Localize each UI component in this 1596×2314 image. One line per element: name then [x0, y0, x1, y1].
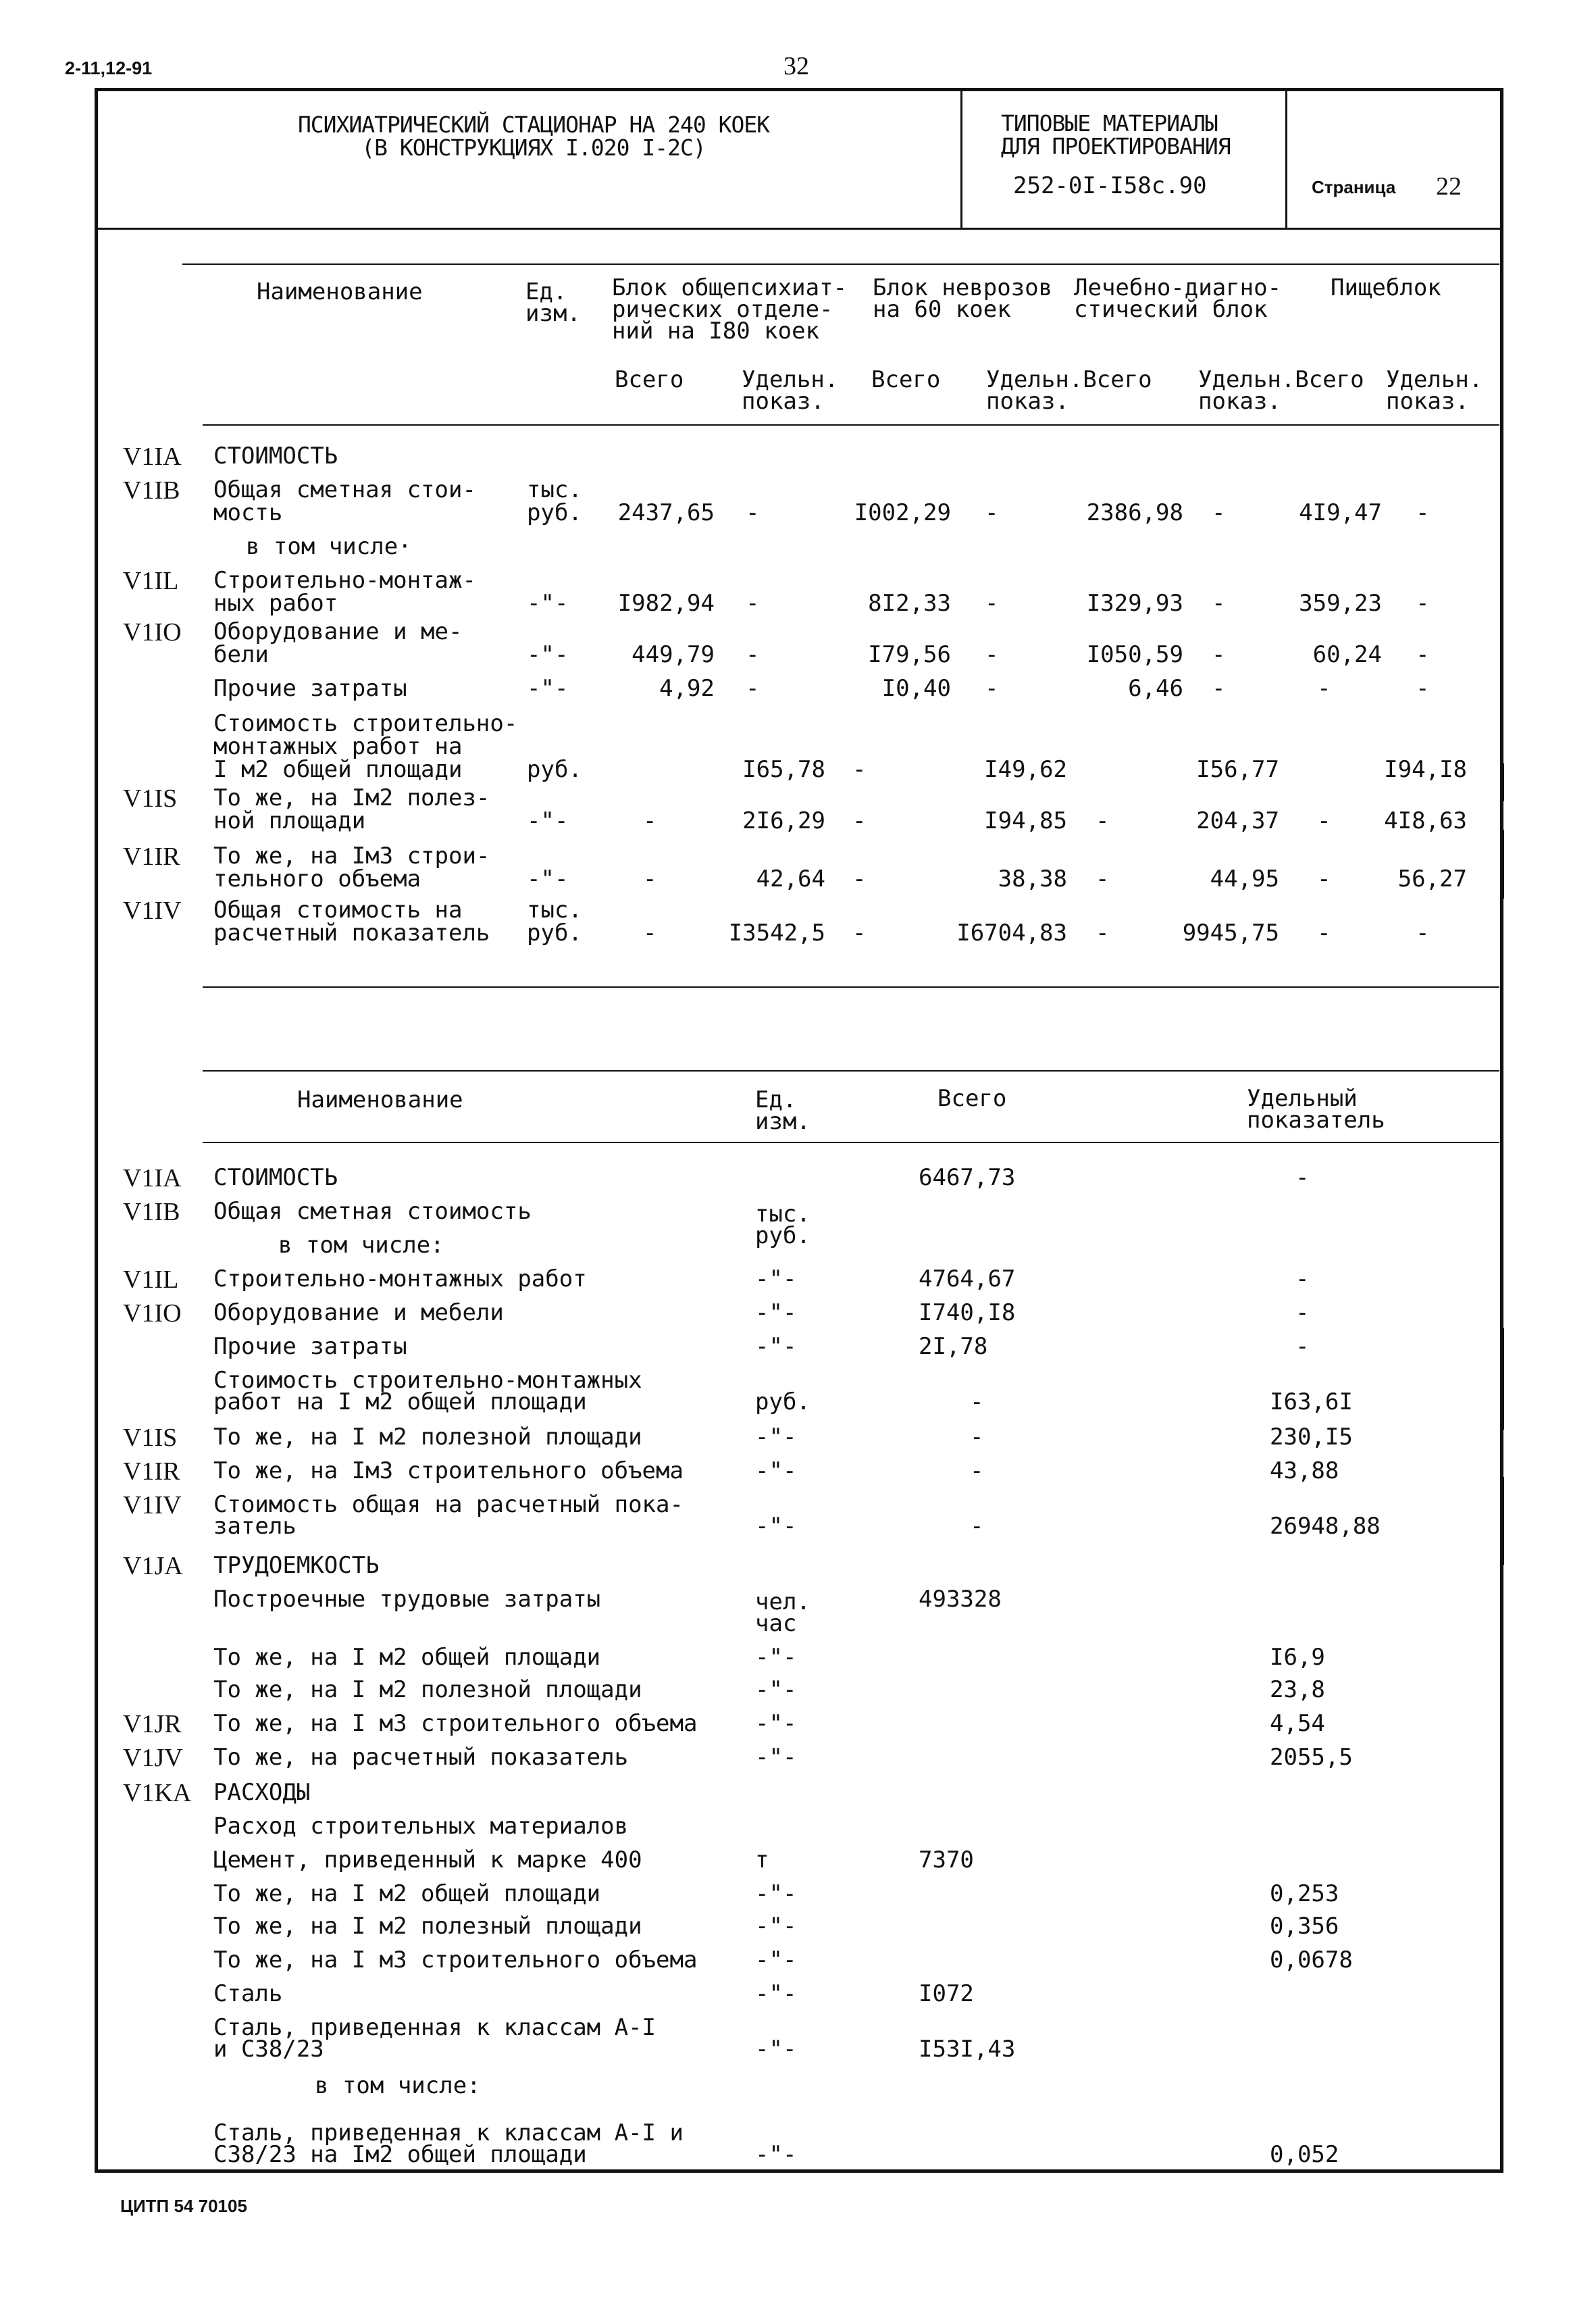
row-unit: тыс.: [755, 1201, 810, 1228]
row-unit: -"-: [755, 1644, 797, 1671]
row-name: ных работ: [213, 590, 338, 617]
row-value: -: [852, 920, 867, 947]
row-name: Стоимость строительно-монтажных: [213, 1367, 642, 1394]
row-spec: -: [1295, 1333, 1310, 1360]
row-value: 9945,75: [1182, 920, 1279, 947]
title-block-series: [1001, 112, 1231, 158]
row-spec: 0,0678: [1270, 1946, 1353, 1973]
series-line-1: ТИПОВЫЕ МАТЕРИАЛЫ: [1001, 110, 1218, 136]
row-name: тельного объема: [213, 865, 421, 892]
row-unit: тыс.: [527, 476, 582, 503]
title-block-title: [203, 111, 865, 161]
row-code: V1IS: [123, 784, 178, 813]
row-name: работ на I м2 общей площади: [213, 1388, 587, 1415]
row-spec: -: [1295, 1265, 1310, 1292]
row-value: I002,29: [854, 499, 951, 526]
row-value: -: [1096, 920, 1110, 947]
row-unit: -"-: [755, 1457, 797, 1484]
row-value: I329,93: [1086, 590, 1183, 617]
row-spec: 4,54: [1270, 1710, 1325, 1737]
t1-header-block3: Лечебно-диагно- стический блок: [1074, 274, 1282, 323]
row-unit: -"-: [527, 675, 569, 702]
row-value: 4I8,63: [1384, 807, 1467, 834]
row-unit: руб.: [527, 756, 582, 783]
t2-header-total: Всего: [937, 1085, 1007, 1112]
row-name: То же, на I м2 общей площади: [213, 1880, 601, 1907]
row-value: I3542,5: [728, 920, 825, 947]
row-spec: 43,88: [1270, 1457, 1339, 1484]
row-unit: -"-: [755, 1424, 797, 1451]
row-name: То же, на расчетный показатель: [213, 1744, 629, 1771]
row-value: -: [1317, 807, 1331, 834]
row-name: То же, на Iм3 строи-: [213, 842, 490, 870]
row-name: То же, на I м2 полезный площади: [213, 1913, 642, 1940]
page-number: 32: [783, 52, 809, 80]
row-unit: -"-: [755, 1333, 797, 1360]
row-value: 42,64: [756, 865, 825, 892]
row-value: -: [985, 590, 999, 617]
row-name: ТРУДОЕМКОСТЬ: [213, 1552, 380, 1579]
row-code: V1KA: [123, 1779, 192, 1807]
row-unit: руб.: [527, 499, 582, 526]
row-code: V1IV: [123, 897, 182, 925]
row-code: V1IS: [123, 1424, 178, 1452]
row-value: -: [1416, 641, 1430, 668]
row-name: Сталь, приведенная к классам А-I и: [213, 2119, 684, 2146]
row-spec: 2055,5: [1270, 1744, 1353, 1771]
row-value: -: [746, 499, 760, 526]
row-name: и С38/23: [213, 2036, 324, 2063]
row-value: I6704,83: [956, 920, 1067, 947]
row-unit: -"-: [755, 1880, 797, 1907]
title-block-bottom-line: [96, 228, 1502, 230]
row-name: в том числе·: [246, 533, 412, 560]
margin-mark: [1501, 830, 1504, 899]
row-value: -: [985, 675, 999, 702]
row-name: С38/23 на Iм2 общей площади: [213, 2141, 587, 2168]
row-value: I94,I8: [1384, 756, 1467, 783]
row-name: Расход строительных материалов: [213, 1813, 629, 1840]
row-spec: I6,9: [1270, 1644, 1325, 1671]
row-code: V1IB: [123, 476, 180, 505]
t1-header-total-1: Всего: [615, 366, 684, 393]
row-total: I53I,43: [919, 2036, 1016, 2063]
row-total: I740,I8: [919, 1299, 1016, 1326]
table-2-top-line: [203, 1070, 1499, 1072]
row-unit: -"-: [755, 1265, 797, 1292]
row-total: -: [970, 1513, 984, 1540]
t1-header-name: Наименование: [257, 278, 423, 305]
row-value: -: [852, 807, 867, 834]
row-name: бели: [213, 641, 269, 668]
row-unit: -"-: [527, 807, 569, 834]
t2-header-unit: Ед. изм.: [755, 1086, 810, 1135]
row-name: Строительно-монтажных работ: [213, 1265, 587, 1292]
row-value: -: [746, 675, 760, 702]
row-name: То же, на I м2 полезной площади: [213, 1424, 642, 1451]
row-name: То же, на I м2 общей площади: [213, 1644, 601, 1671]
t1-header-total-2: Всего: [871, 366, 941, 393]
row-value: I49,62: [984, 756, 1067, 783]
row-spec: -: [1295, 1164, 1310, 1191]
row-name: монтажных работ на: [213, 733, 463, 760]
row-value: -: [1317, 920, 1331, 947]
series-code: 252-0I-I58с.90: [1013, 172, 1207, 199]
row-unit: -"-: [755, 1946, 797, 1973]
document-code: 2-11,12-91: [65, 58, 153, 78]
row-name: I м2 общей площади: [213, 756, 463, 783]
table-1-header-line: [203, 424, 1499, 426]
row-name: То же, на I м3 строительного объема: [213, 1710, 698, 1737]
row-name: Сталь, приведенная к классам А-I: [213, 2014, 657, 2041]
row-name: Оборудование и ме-: [213, 618, 463, 645]
row-name: мость: [213, 499, 283, 526]
row-value: I982,94: [617, 590, 715, 617]
row-value: -: [643, 807, 657, 834]
row-total: 4764,67: [919, 1265, 1016, 1292]
row-unit: -"-: [755, 1513, 797, 1540]
row-value: -: [1416, 590, 1430, 617]
margin-mark: [1501, 1328, 1504, 1430]
row-spec: 230,I5: [1270, 1424, 1353, 1451]
t1-header-block4: Пищеблок: [1331, 274, 1441, 301]
t2-header-spec: Удельный показатель: [1247, 1085, 1385, 1134]
row-name: Общая стоимость на: [213, 897, 463, 924]
row-unit: чел.: [755, 1588, 810, 1615]
page-label: Страница: [1312, 177, 1396, 197]
row-value: -: [1416, 675, 1430, 702]
row-spec: 26948,88: [1270, 1513, 1381, 1540]
row-name: СТОИМОСТЬ: [213, 443, 338, 470]
row-value: 4,92: [659, 675, 715, 702]
row-value: 60,24: [1312, 641, 1382, 668]
row-code: V1IB: [123, 1198, 180, 1226]
row-code: V1IL: [123, 567, 179, 595]
row-name: РАСХОДЫ: [213, 1779, 311, 1806]
row-code: V1IR: [123, 842, 180, 871]
row-total: -: [970, 1457, 984, 1484]
row-total: 2I,78: [919, 1333, 988, 1360]
row-value: -: [852, 865, 867, 892]
row-value: -: [1212, 499, 1226, 526]
row-value: -: [1096, 807, 1110, 834]
table-1-bottom-line: [203, 986, 1499, 988]
row-code: V1JV: [123, 1744, 183, 1772]
row-code: V1IA: [123, 1164, 182, 1192]
row-name: Сталь: [213, 1980, 283, 2007]
row-unit: -"-: [755, 2141, 797, 2168]
row-value: -: [1317, 675, 1331, 702]
row-code: V1IA: [123, 443, 182, 471]
row-spec: -: [1295, 1299, 1310, 1326]
row-code: V1JR: [123, 1710, 182, 1738]
row-total: 6467,73: [919, 1164, 1016, 1191]
t1-header-spec-1: Удельн. показ.: [742, 366, 839, 415]
row-name: Цемент, приведенный к марке 400: [213, 1846, 642, 1873]
row-value: I56,77: [1196, 756, 1279, 783]
table-1-top-line: [182, 263, 1499, 265]
row-code: V1JA: [123, 1552, 183, 1580]
row-value: I94,85: [984, 807, 1067, 834]
row-name: Строительно-монтаж-: [213, 567, 476, 594]
row-value: -: [985, 641, 999, 668]
row-unit: -"-: [755, 2036, 797, 2063]
row-unit: -"-: [527, 641, 569, 668]
row-value: 2386,98: [1086, 499, 1183, 526]
t2-header-name: Наименование: [297, 1086, 463, 1113]
row-name: затель: [213, 1513, 297, 1540]
t1-header-block2: Блок неврозов на 60 коек: [873, 274, 1053, 323]
row-spec: 0,356: [1270, 1913, 1339, 1940]
title-line-2: (В КОНСТРУКЦИЯХ I.020 I-2С): [361, 134, 706, 161]
row-unit: руб.: [755, 1388, 810, 1415]
row-name: Оборудование и мебели: [213, 1299, 504, 1326]
row-unit: -"-: [755, 1980, 797, 2007]
row-unit: т: [755, 1846, 769, 1873]
row-unit: -"-: [755, 1710, 797, 1737]
row-value: -: [1416, 499, 1430, 526]
row-unit: -"-: [755, 1299, 797, 1326]
row-name: Общая сметная стоимость: [213, 1198, 532, 1225]
row-total: I072: [919, 1980, 974, 2007]
row-value: 6,46: [1128, 675, 1183, 702]
row-name: То же, на Iм2 полез-: [213, 784, 490, 811]
row-code: V1IL: [123, 1265, 179, 1294]
row-unit: тыс.: [527, 897, 582, 924]
row-unit: руб.: [755, 1222, 810, 1249]
row-total: 7370: [919, 1846, 974, 1873]
t1-header-unit: Ед. изм.: [525, 278, 581, 327]
t1-header-spec-3: Удельн.Всего показ.: [1198, 366, 1364, 415]
row-unit: -"-: [755, 1913, 797, 1940]
row-value: -: [643, 865, 657, 892]
row-code: V1IO: [123, 1299, 182, 1328]
row-spec: I63,6I: [1270, 1388, 1353, 1415]
row-name: в том числе:: [315, 2072, 481, 2099]
row-name: ной площади: [213, 807, 366, 834]
row-name: Построечные трудовые затраты: [213, 1586, 601, 1613]
title-line-1: ПСИХИАТРИЧЕСКИЙ СТАЦИОНАР НА 240 КОЕК: [297, 111, 770, 138]
row-name: СТОИМОСТЬ: [213, 1164, 338, 1191]
row-value: I0,40: [881, 675, 951, 702]
row-value: -: [643, 920, 657, 947]
row-spec: 0,253: [1270, 1880, 1339, 1907]
row-name: Стоимость строительно-: [213, 710, 518, 737]
row-value: 44,95: [1210, 865, 1279, 892]
row-value: 449,79: [632, 641, 715, 668]
row-total: -: [970, 1388, 984, 1415]
row-spec: 0,052: [1270, 2141, 1339, 2168]
row-value: -: [852, 756, 867, 783]
row-name: расчетный показатель: [213, 920, 490, 947]
row-value: 2I6,29: [742, 807, 825, 834]
title-block-divider-2: [1285, 89, 1287, 228]
row-value: -: [1317, 865, 1331, 892]
row-value: 38,38: [998, 865, 1067, 892]
row-value: I050,59: [1086, 641, 1183, 668]
row-value: 4I9,47: [1299, 499, 1382, 526]
title-block-divider-1: [960, 89, 962, 228]
row-name: Прочие затраты: [213, 675, 407, 702]
table-2-header-line: [203, 1142, 1499, 1143]
row-value: -: [1416, 920, 1430, 947]
row-name: Стоимость общая на расчетный пока-: [213, 1491, 684, 1518]
row-value: 204,37: [1196, 807, 1279, 834]
row-name: в том числе:: [278, 1232, 444, 1259]
row-name: Прочие затраты: [213, 1333, 407, 1360]
row-value: 2437,65: [617, 499, 715, 526]
row-value: 359,23: [1299, 590, 1382, 617]
row-value: -: [985, 499, 999, 526]
margin-mark: [1501, 1477, 1504, 1565]
row-name: То же, на I м3 строительного объема: [213, 1946, 698, 1973]
row-value: 56,27: [1397, 865, 1467, 892]
row-value: I79,56: [868, 641, 951, 668]
row-unit: -"-: [755, 1744, 797, 1771]
row-name: То же, на Iм3 строительного объема: [213, 1457, 684, 1484]
row-unit: -"-: [755, 1676, 797, 1703]
row-unit: час: [755, 1610, 797, 1637]
t1-header-block1: Блок общепсихиат- рических отделе- ний на I80 коек: [612, 274, 847, 345]
row-unit: -"-: [527, 865, 569, 892]
row-unit: -"-: [527, 590, 569, 617]
row-value: -: [746, 641, 760, 668]
footer-print-code: ЦИТП 54 70105: [120, 2196, 247, 2216]
row-name: То же, на I м2 полезной площади: [213, 1676, 642, 1703]
row-value: -: [1096, 865, 1110, 892]
row-code: V1IV: [123, 1491, 182, 1519]
row-value: -: [1212, 590, 1226, 617]
row-name: Общая сметная стои-: [213, 476, 476, 503]
row-value: -: [1212, 675, 1226, 702]
row-code: V1IR: [123, 1457, 180, 1486]
row-spec: 23,8: [1270, 1676, 1325, 1703]
row-value: I65,78: [742, 756, 825, 783]
page-value: 22: [1436, 172, 1462, 201]
row-value: 8I2,33: [868, 590, 951, 617]
t1-header-spec-4: Удельн. показ.: [1386, 366, 1483, 415]
row-value: -: [746, 590, 760, 617]
t1-header-spec-2: Удельн.Всего показ.: [986, 366, 1152, 415]
row-value: -: [1212, 641, 1226, 668]
row-unit: руб.: [527, 920, 582, 947]
row-total: 493328: [919, 1586, 1002, 1613]
row-code: V1IO: [123, 618, 182, 647]
row-total: -: [970, 1424, 984, 1451]
series-line-2: ДЛЯ ПРОЕКТИРОВАНИЯ: [1001, 133, 1231, 159]
margin-mark: [1501, 763, 1504, 801]
